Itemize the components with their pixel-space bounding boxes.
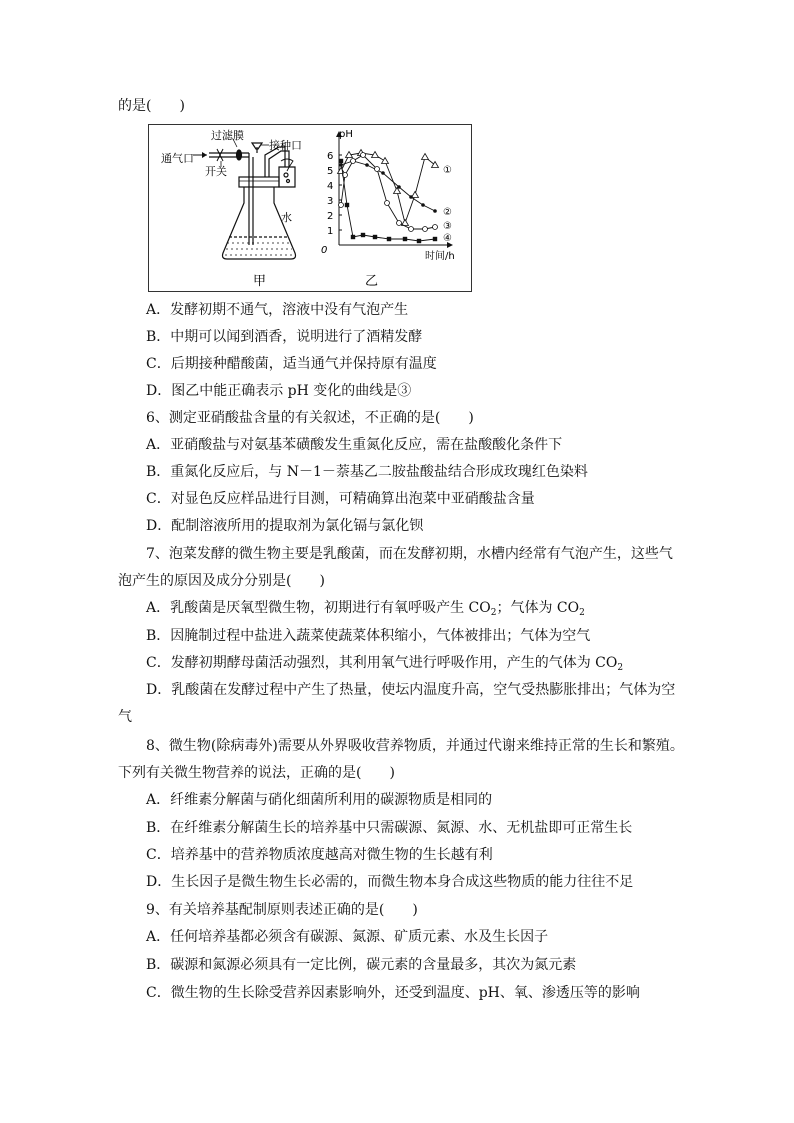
curve-marker-4: ④ — [443, 233, 452, 244]
label-switch: 开关 — [205, 165, 227, 178]
label-filter-membrane: 过滤膜 — [211, 129, 244, 142]
curve-2-marker — [381, 171, 385, 175]
q5-option-c: C．后期接种醋酸菌，适当通气并保持原有温度 — [146, 356, 437, 372]
question-8-stem-line1: 8、微生物(除病毒外)需要从外界吸收营养物质，并通过代谢来维持正常的生长和繁殖。 — [146, 738, 684, 754]
subscript-2: 2 — [490, 608, 497, 618]
curve-4-marker — [387, 237, 391, 241]
curve-3-marker — [409, 227, 414, 232]
q7-option-a — [146, 598, 585, 618]
curve-4-marker — [345, 203, 349, 207]
q8-option-a: A．纤维素分解菌与硝化细菌所利用的碳源物质是相同的 — [146, 792, 493, 808]
caption-yi: 乙 — [365, 274, 379, 289]
question-7-stem-line2: 泡产生的原因及成分分别是( ) — [118, 573, 325, 589]
q6-option-d: D．配制溶液所用的提取剂为氯化镉与氯化钡 — [146, 518, 424, 534]
y-tick-label: 1 — [327, 226, 334, 237]
question-9-stem: 9、有关培养基配制原则表述正确的是( ) — [146, 902, 418, 918]
q7-option-b: B．因腌制过程中盐进入蔬菜使蔬菜体积缩小，气体被排出；气体为空气 — [146, 628, 591, 644]
curve-2-marker — [409, 195, 413, 199]
stopper — [239, 177, 279, 187]
q9-option-a: A．任何培养基都必须含有碳源、氮源、矿质元素、水及生长因子 — [146, 929, 549, 945]
filter-membrane — [237, 150, 242, 160]
curve-3-marker — [361, 153, 366, 158]
q7-option-a-text2: ；气体为 CO — [496, 600, 580, 616]
label-inoculation-port: 接种口 — [269, 139, 302, 152]
figure-panel — [148, 124, 472, 292]
curve-3-marker — [351, 159, 356, 164]
question-8-stem-line2: 下列有关微生物营养的说法，正确的是( ) — [118, 765, 395, 781]
curve-1-marker — [432, 162, 439, 168]
curve-4-marker — [351, 235, 355, 239]
curve-marker-3: ③ — [443, 221, 452, 232]
x-axis-label: 时间/h — [425, 251, 455, 262]
curve-2-marker — [365, 163, 369, 167]
y-tick-label: 6 — [327, 151, 334, 162]
curve-3-marker — [423, 227, 428, 232]
q7-option-c-text: C．发酵初期酵母菌活动强烈，其利用氧气进行呼吸作用，产生的气体为 CO — [146, 655, 618, 671]
q7-option-d-line1: D．乳酸菌在发酵过程中产生了热量，使坛内温度升高，空气受热膨胀排出；气体为空 — [146, 682, 676, 698]
curve-3-marker — [397, 221, 402, 226]
question-5-stem: 的是( ) — [118, 98, 185, 114]
curve-4-marker — [417, 239, 421, 243]
curve-4-marker — [373, 235, 377, 239]
curve-marker-1: ① — [443, 165, 452, 176]
q5-option-b: B．中期可以闻到酒香，说明进行了酒精发酵 — [146, 329, 423, 345]
q9-option-b: B．碳源和氮源必须具有一定比例，碳元素的含量最多，其次为氮元素 — [146, 957, 577, 973]
q6-option-a: A．亚硝酸盐与对氨基苯磺酸发生重氮化反应，需在盐酸酸化条件下 — [146, 437, 563, 453]
question-6-stem: 6、测定亚硝酸盐含量的有关叙述，不正确的是( ) — [146, 410, 474, 426]
curve-2-marker — [433, 209, 437, 213]
curve-4-marker — [433, 237, 437, 241]
curve-3-marker — [375, 167, 380, 172]
q8-option-c: C．培养基中的营养物质浓度越高对微生物的生长越有利 — [146, 847, 493, 863]
curve-marker-2: ② — [443, 207, 452, 218]
question-7-stem-line1: 7、泡菜发酵的微生物主要是乳酸菌，而在发酵初期，水槽内经常有气泡产生，这些气 — [146, 546, 673, 562]
curve-1-marker — [382, 158, 389, 164]
y-tick-label: 5 — [327, 166, 334, 177]
curve-3-line — [341, 155, 435, 229]
curve-3-marker — [339, 203, 344, 208]
y-axis-label: pH — [339, 129, 353, 140]
curve-4-marker — [361, 233, 365, 237]
origin-label: 0 — [321, 245, 328, 256]
apparatus-diagram — [209, 143, 296, 259]
q8-option-d: D．生长因子是微生物生长必需的，而微生物本身合成这些物质的能力往往不足 — [146, 874, 634, 890]
y-tick-label: 2 — [327, 211, 334, 222]
q9-option-c: C．微生物的生长除受营养因素影响外，还受到温度、pH、氧、渗透压等的影响 — [146, 985, 640, 1001]
subscript-2: 2 — [617, 663, 624, 673]
q7-option-a-text1: A．乳酸菌是厌氧型微生物，初期进行有氧呼吸产生 CO — [146, 600, 491, 616]
q5-option-d: D．图乙中能正确表示 pH 变化的曲线是③ — [146, 383, 412, 399]
q6-option-c: C．对显色反应样品进行目测，可精确算出泡菜中亚硝酸盐含量 — [146, 491, 535, 507]
curve-1-marker — [422, 154, 429, 160]
label-water: 水 — [281, 211, 292, 224]
curves — [338, 150, 439, 244]
curve-4-marker — [339, 159, 343, 163]
y-tick-label: 4 — [327, 181, 334, 192]
ph-chart — [321, 129, 455, 262]
figure-svg — [149, 125, 473, 293]
curve-2-marker — [421, 203, 425, 207]
curve-2-marker — [397, 185, 401, 189]
y-tick-label: 3 — [327, 196, 334, 207]
curve-4-marker — [403, 237, 407, 241]
label-air-inlet: 通气口 — [161, 152, 194, 165]
subscript-2: 2 — [579, 608, 585, 618]
q7-option-d-line2: 气 — [118, 709, 132, 725]
caption-jia: 甲 — [253, 274, 267, 289]
curve-3-marker — [433, 225, 438, 230]
q7-option-c — [146, 653, 623, 673]
q6-option-b: B．重氮化反应后，与 N－1－萘基乙二胺盐酸盐结合形成玫瑰红色染料 — [146, 464, 588, 480]
curve-3-marker — [385, 201, 390, 206]
q8-option-b: B．在纤维素分解菌生长的培养基中只需碳源、氮源、水、无机盐即可正常生长 — [146, 820, 633, 836]
q5-option-a: A．发酵初期不通气，溶液中没有气泡产生 — [146, 302, 409, 318]
